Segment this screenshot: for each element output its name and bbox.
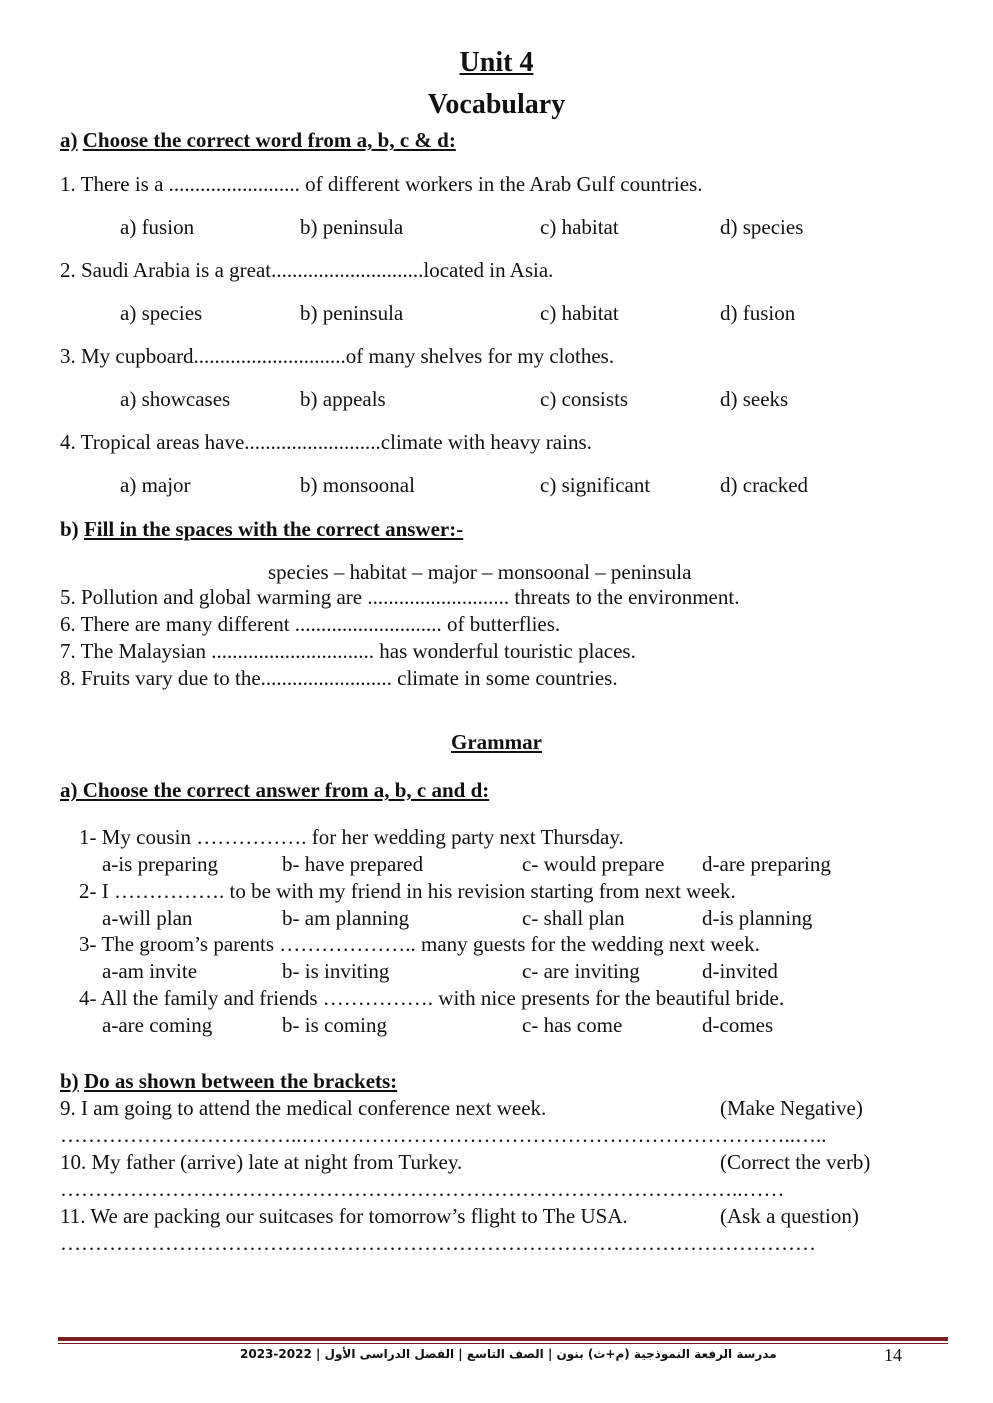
fill-item: 8. Fruits vary due to the......................... climate in some countries. [60, 666, 618, 690]
answer-line: ……………………………………………………………………………………..…… [60, 1177, 785, 1201]
answer-option: a-is preparing [102, 852, 219, 876]
answer-option: a) species [120, 301, 203, 325]
vocab-question: 4. Tropical areas have..........................climate with heavy rains. [60, 430, 592, 454]
task-sentence: 11. We are packing our suitcases for tomorrow’s flight to The USA. [60, 1204, 628, 1228]
answer-option: b- is inviting [282, 959, 390, 983]
vocab-question: 1. There is a ......................... of different workers in the Arab Gulf countries. [60, 172, 703, 196]
word-bank: species – habitat – major – monsoonal – peninsula [268, 560, 692, 584]
grammar-heading: Grammar [451, 730, 542, 754]
answer-option: c- has come [522, 1012, 623, 1037]
answer-option: d-comes [702, 1012, 774, 1037]
answer-option: a) showcases [120, 387, 231, 411]
grammar-section-b-heading: b) Do as shown between the brackets: [60, 1069, 398, 1093]
grammar-question: 2- I ……………. to be with my friend in his revision starting from next week. [79, 878, 736, 903]
answer-option: c- are inviting [522, 959, 640, 983]
grammar-question: 4- All the family and friends ……………. with nice presents for the beautiful bride. [79, 985, 785, 1010]
answer-option: b) appeals [300, 387, 386, 411]
task-instruction: (Make Negative) [720, 1096, 863, 1120]
answer-option: b- is coming [282, 1012, 387, 1037]
answer-option: c) habitat [540, 301, 619, 325]
grammar-section-a-heading: a) Choose the correct answer from a, b, c and d: [60, 778, 490, 802]
answer-option: c) significant [540, 473, 651, 497]
answer-option: c) consists [540, 387, 629, 411]
answer-option: d-are preparing [702, 852, 831, 876]
page-number: 14 [884, 1345, 902, 1365]
answer-option: a) fusion [120, 215, 195, 239]
task-instruction: (Correct the verb) [720, 1150, 871, 1174]
unit-title: Unit 4 [459, 47, 534, 78]
answer-option: d-is planning [702, 905, 813, 930]
footer-divider [58, 1337, 948, 1341]
answer-option: c- would prepare [522, 852, 665, 876]
answer-option: a-will plan [102, 905, 193, 930]
vocabulary-heading: Vocabulary [427, 89, 566, 120]
task-sentence: 9. I am going to attend the medical conference next week. [60, 1096, 547, 1120]
answer-option: b) monsoonal [300, 473, 415, 497]
answer-option: a) major [120, 473, 191, 497]
vocab-question: 2. Saudi Arabia is a great.............................located in Asia. [60, 258, 554, 282]
fill-item: 7. The Malaysian ............................... has wonderful touristic places. [60, 639, 636, 663]
answer-option: d) cracked [720, 473, 809, 497]
answer-option: d) species [720, 215, 804, 239]
task-sentence: 10. My father (arrive) late at night from Turkey. [60, 1150, 463, 1174]
answer-option: b) peninsula [300, 301, 404, 325]
answer-option: b- have prepared [282, 852, 424, 876]
answer-option: a-are coming [102, 1012, 213, 1037]
answer-option: c) habitat [540, 215, 619, 239]
answer-option: c- shall plan [522, 905, 625, 930]
vocab-section-b-heading: b) Fill in the spaces with the correct answer:- [60, 517, 464, 541]
answer-line: ……………………………………………………………………………………………… [60, 1231, 816, 1255]
answer-line: ……………………………..……………………………………………………………..….. [60, 1123, 827, 1147]
task-instruction: (Ask a question) [720, 1204, 859, 1228]
fill-item: 6. There are many different ............................ of butterflies. [60, 612, 561, 636]
answer-option: d) seeks [720, 387, 789, 411]
vocab-question: 3. My cupboard.............................of many shelves for my clothes. [60, 344, 615, 368]
grammar-question: 1- My cousin ……………. for her wedding party next Thursday. [79, 825, 624, 849]
vocab-section-a-heading: a) Choose the correct word from a, b, c & d: [60, 128, 456, 152]
answer-option: d) fusion [720, 301, 796, 325]
footer-divider-thin [58, 1343, 948, 1344]
answer-option: b- am planning [282, 905, 410, 930]
fill-item: 5. Pollution and global warming are ........................... threats to the environment. [60, 585, 740, 609]
grammar-question: 3- The groom’s parents ……………….. many guests for the wedding next week. [79, 932, 760, 956]
answer-option: b) peninsula [300, 215, 404, 239]
answer-option: d-invited [702, 959, 778, 983]
footer-school-text: مدرسة الرفعة النموذجية (م+ث) بنون | الصف التاسع | الفصل الدراسى الأول | 2022-2023 [240, 1347, 777, 1361]
answer-option: a-am invite [102, 959, 198, 983]
